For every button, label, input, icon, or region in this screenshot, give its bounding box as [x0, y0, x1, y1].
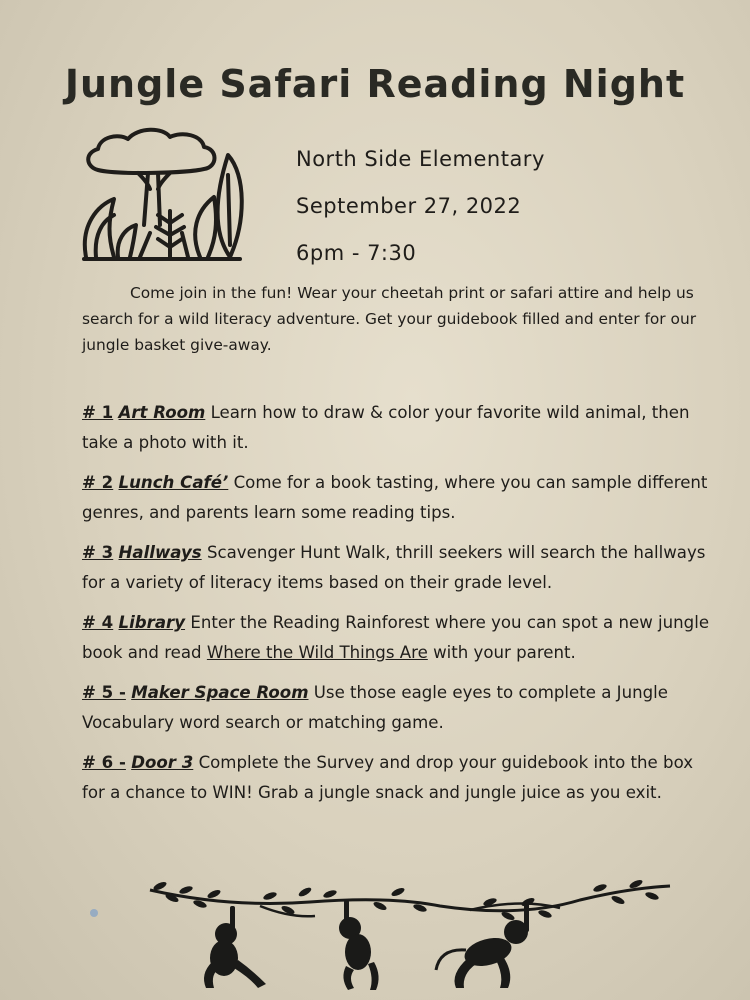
station-item: [82, 468, 712, 528]
station-number: # 2: [82, 473, 114, 492]
station-description-end: with your parent.: [433, 643, 576, 662]
station-item: [82, 678, 712, 738]
station-number: # 4: [82, 613, 114, 632]
station-description: Complete the Survey and drop your guidebook into the box for a chance to WIN! Grab a jungle snack and jungle juice as you exit.: [82, 753, 694, 802]
station-room: Art Room: [118, 403, 206, 422]
station-description: Enter the Reading Rainforest where you can spot a new jungle book and read: [82, 613, 710, 662]
intro-paragraph: Come join in the fun! Wear your cheetah print or safari attire and help us search for a wild literacy adventure. Get your guidebook filled and enter for our jungle basket give-away.: [82, 284, 697, 354]
light-reflection: [90, 909, 98, 917]
station-description: Learn how to draw & color your favorite wild animal, then take a photo with it.: [82, 403, 690, 452]
station-description: Come for a book tasting, where you can sample different genres, and parents learn some reading tips.: [82, 473, 708, 522]
station-description: Scavenger Hunt Walk, thrill seekers will search the hallways for a variety of literacy items based on their grade level.: [82, 543, 706, 592]
station-room: Library: [118, 613, 186, 632]
station-room: Maker Space Room: [131, 683, 309, 702]
station-number: # 6 -: [82, 753, 126, 772]
station-number: # 5 -: [82, 683, 126, 702]
station-item: [82, 748, 712, 808]
station-description: Use those eagle eyes to complete a Jungle Vocabulary word search or matching game.: [82, 683, 668, 732]
monkeys-on-vines-illustration: [140, 878, 680, 993]
event-time: 6pm - 7:30: [296, 241, 417, 265]
station-number: # 1: [82, 403, 114, 422]
page-title: Jungle Safari Reading Night: [64, 62, 686, 106]
station-number: # 3: [82, 543, 114, 562]
station-item: [82, 608, 712, 668]
school-name: North Side Elementary: [296, 147, 545, 171]
station-room: Hallways: [118, 543, 202, 562]
book-title: Where the Wild Things Are: [206, 643, 428, 662]
event-details: [296, 136, 545, 277]
station-item: [82, 538, 712, 598]
station-room: Lunch Café’: [118, 473, 229, 492]
event-date: September 27, 2022: [296, 194, 522, 218]
jungle-tree-icon: [78, 125, 248, 265]
station-list: [82, 398, 712, 818]
station-room: Door 3: [131, 753, 194, 772]
station-item: [82, 398, 712, 458]
